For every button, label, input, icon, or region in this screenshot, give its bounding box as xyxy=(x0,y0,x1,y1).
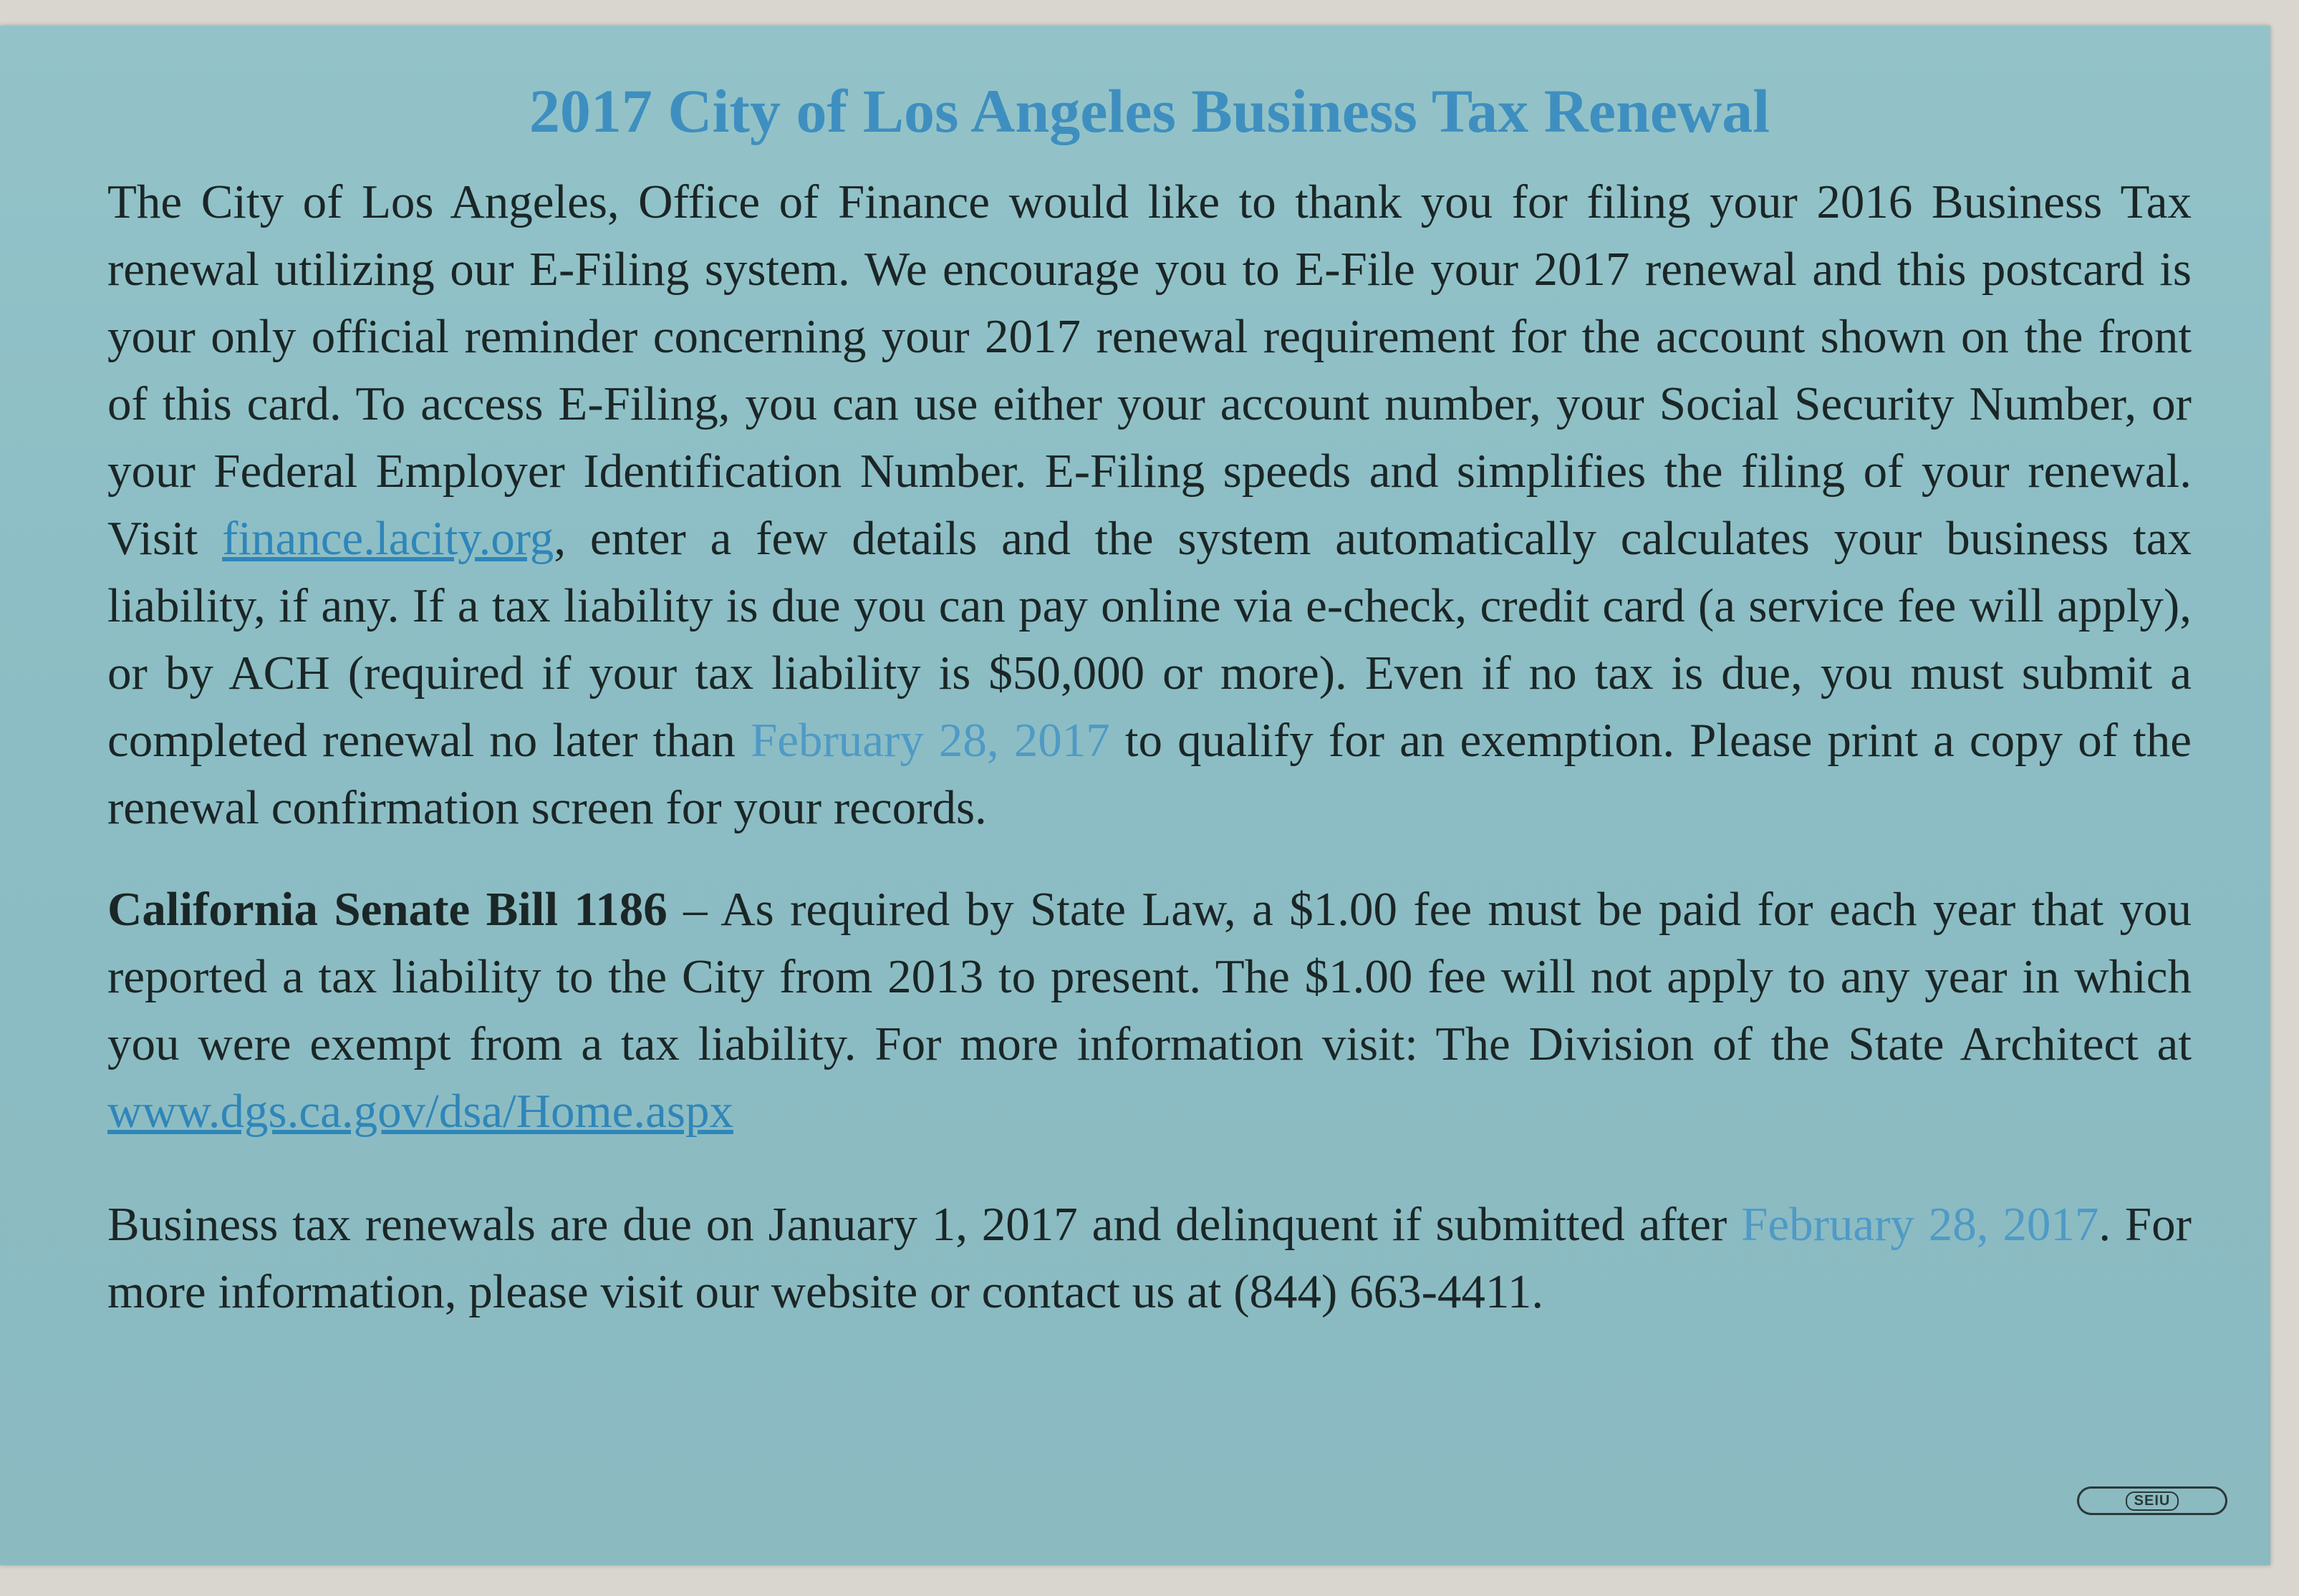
union-label-logo xyxy=(2077,1486,2227,1515)
intro-text-1: The City of Los Angeles, Office of Finance would like to thank you for filing your 2016 Business Tax renewal utilizing our E-Filing system. We encourage you to E-File your 2017 renewal and this postcard is your only official reminder concerning your 2017 renewal requirement for the account shown on the front of this card. To access E-Filing, you can use either your account number, your Social Security Number, or your Federal Employer Identification Number. E-Filing speeds and simplifies the filing of your renewal. Visit xyxy=(107,175,2192,565)
due-text-1: Business tax renewals are due on January 1, 2017 and delinquent if submitted after xyxy=(107,1197,1742,1251)
card-title: 2017 City of Los Angeles Business Tax Renewal xyxy=(529,77,1770,145)
intro-text-2: , enter a few details and the system automatically calculates your business tax liability, if any. If a tax liability is due you can pay online via e-check, credit card (a service fee will apply), or by ACH (required if your tax liability is $50,000 or more). Even if no tax is due, you must submit a completed renewal no later than xyxy=(107,511,2192,767)
intro-text-3: to qualify for an exemption. Please print a copy of the renewal confirmation screen for your records. xyxy=(107,713,2192,834)
senate-bill-text: – As required by State Law, a $1.00 fee must be paid for each year that you reported a tax liability to the City from 2013 to present. The $1.00 fee will not apply to any year in which you were exempt from a tax liability. For more information visit: The Division of the State Architect at xyxy=(107,882,2192,1070)
senate-bill-paragraph xyxy=(107,876,2192,1145)
finance-link[interactable]: finance.lacity.org xyxy=(222,511,554,565)
union-label-text: SEIU xyxy=(2126,1491,2179,1511)
postcard xyxy=(0,26,2270,1565)
deadline-date: February 28, 2017 xyxy=(750,713,1110,767)
delinquent-date: February 28, 2017 xyxy=(1741,1197,2099,1251)
due-text-2: . For more information, please visit our website or contact us at (844) 663-4411. xyxy=(107,1197,2192,1318)
intro-paragraph xyxy=(107,168,2192,841)
dsa-link[interactable]: www.dgs.ca.gov/dsa/Home.aspx xyxy=(107,1084,733,1138)
due-date-paragraph xyxy=(107,1191,2192,1325)
senate-bill-heading: California Senate Bill 1186 xyxy=(107,882,667,936)
